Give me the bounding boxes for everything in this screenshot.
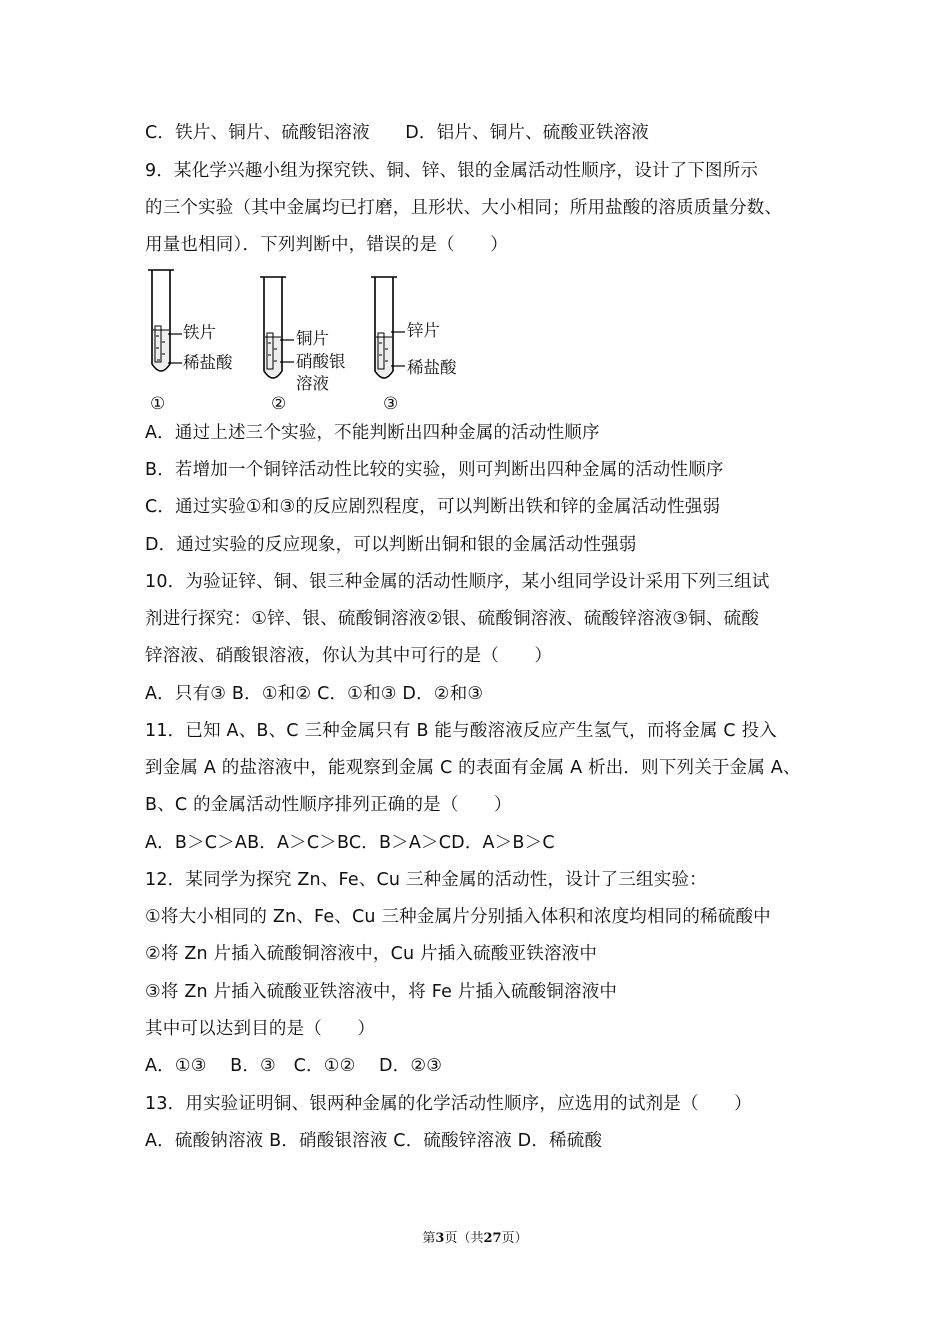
q12-stem-line2: 其中可以达到目的是（ ）	[145, 1019, 376, 1039]
test-tube-figure	[140, 268, 500, 418]
footer-middle: 页（共	[444, 1231, 484, 1246]
q12-options: A．①③ B．③ C．①② D．②③	[145, 1056, 443, 1076]
q8-options: C．铁片、铜片、硫酸铝溶液 D．铝片、铜片、硫酸亚铁溶液	[145, 123, 649, 143]
page-footer	[0, 1227, 950, 1246]
q13-stem: 13．用实验证明铜、银两种金属的化学活动性顺序，应选用的试剂是（ ）	[145, 1094, 752, 1114]
tube-1-leader-lines	[168, 328, 184, 378]
q9-stem-line2: 的三个实验（其中金属均已打磨，且形状、大小相同；所用盐酸的溶质质量分数、	[145, 198, 783, 218]
footer-prefix: 第	[422, 1231, 436, 1246]
q10-stem-line2: 剂进行探究：①锌、银、硫酸铜溶液②银、硫酸铜溶液、硫酸锌溶液③铜、硫酸	[145, 609, 760, 629]
q9-option-a: A．通过上述三个实验，不能判断出四种金属的活动性顺序	[145, 423, 600, 443]
tube-3-number: ③	[383, 394, 399, 414]
footer-suffix: 页）	[501, 1231, 528, 1246]
tube-2-metal-label: 铜片	[296, 329, 329, 348]
q13-options: A．硫酸钠溶液 B．硝酸银溶液 C．硫酸锌溶液 D．稀硫酸	[145, 1131, 603, 1151]
tube-3-solution-label: 稀盐酸	[407, 358, 457, 377]
q11-stem-line3: B、C 的金属活动性顺序排列正确的是（ ）	[145, 795, 512, 815]
q12-item-3: ③将 Zn 片插入硫酸亚铁溶液中，将 Fe 片插入硫酸铜溶液中	[145, 982, 618, 1002]
q10-options: A．只有③ B．①和② C．①和③ D．②和③	[145, 684, 484, 704]
tube-2-leader-lines	[280, 334, 296, 374]
q9-option-d: D．通过实验的反应现象，可以判断出铜和银的金属活动性强弱	[145, 535, 637, 555]
tube-1-metal-label: 铁片	[183, 323, 216, 342]
tube-2-solution-label-line1: 硝酸银	[296, 352, 346, 371]
footer-page-number: 3	[435, 1231, 445, 1246]
tube-2-number: ②	[271, 394, 287, 414]
tube-3-leader-lines	[391, 326, 407, 376]
q9-option-c: C．通过实验①和③的反应剧烈程度，可以判断出铁和锌的金属活动性强弱	[145, 497, 721, 517]
tube-3-metal-label: 锌片	[407, 321, 440, 340]
q11-options: A．B＞C＞AB．A＞C＞BC．B＞A＞CD．A＞B＞C	[145, 833, 555, 853]
tube-1-number: ①	[150, 394, 166, 414]
q12-item-1: ①将大小相同的 Zn、Fe、Cu 三种金属片分别插入体积和浓度均相同的稀硫酸中	[145, 907, 771, 927]
q9-stem-line1: 9．某化学兴趣小组为探究铁、铜、锌、银的金属活动性顺序，设计了下图所示	[145, 161, 759, 181]
q12-item-2: ②将 Zn 片插入硫酸铜溶液中，Cu 片插入硫酸亚铁溶液中	[145, 944, 598, 964]
q9-option-b: B．若增加一个铜锌活动性比较的实验，则可判断出四种金属的活动性顺序	[145, 460, 724, 480]
q10-stem-line1: 10．为验证锌、铜、银三种金属的活动性顺序，某小组同学设计采用下列三组试	[145, 572, 770, 592]
footer-total-pages: 27	[483, 1231, 502, 1246]
tube-2-solution-label-line2: 溶液	[296, 374, 329, 393]
q12-stem-line1: 12．某同学为探究 Zn、Fe、Cu 三种金属的活动性，设计了三组实验：	[145, 870, 707, 890]
q9-stem-line3: 用量也相同）．下列判断中，错误的是（ ）	[145, 235, 508, 255]
q11-stem-line2: 到金属 A 的盐溶液中，能观察到金属 C 的表面有金属 A 析出．则下列关于金属 A、	[145, 758, 801, 778]
q10-stem-line3: 锌溶液、硝酸银溶液，你认为其中可行的是（ ）	[145, 646, 553, 666]
q11-stem-line1: 11．已知 A、B、C 三种金属只有 B 能与酸溶液反应产生氢气，而将金属 C 投入	[145, 721, 777, 741]
tube-1-solution-label: 稀盐酸	[183, 353, 233, 372]
